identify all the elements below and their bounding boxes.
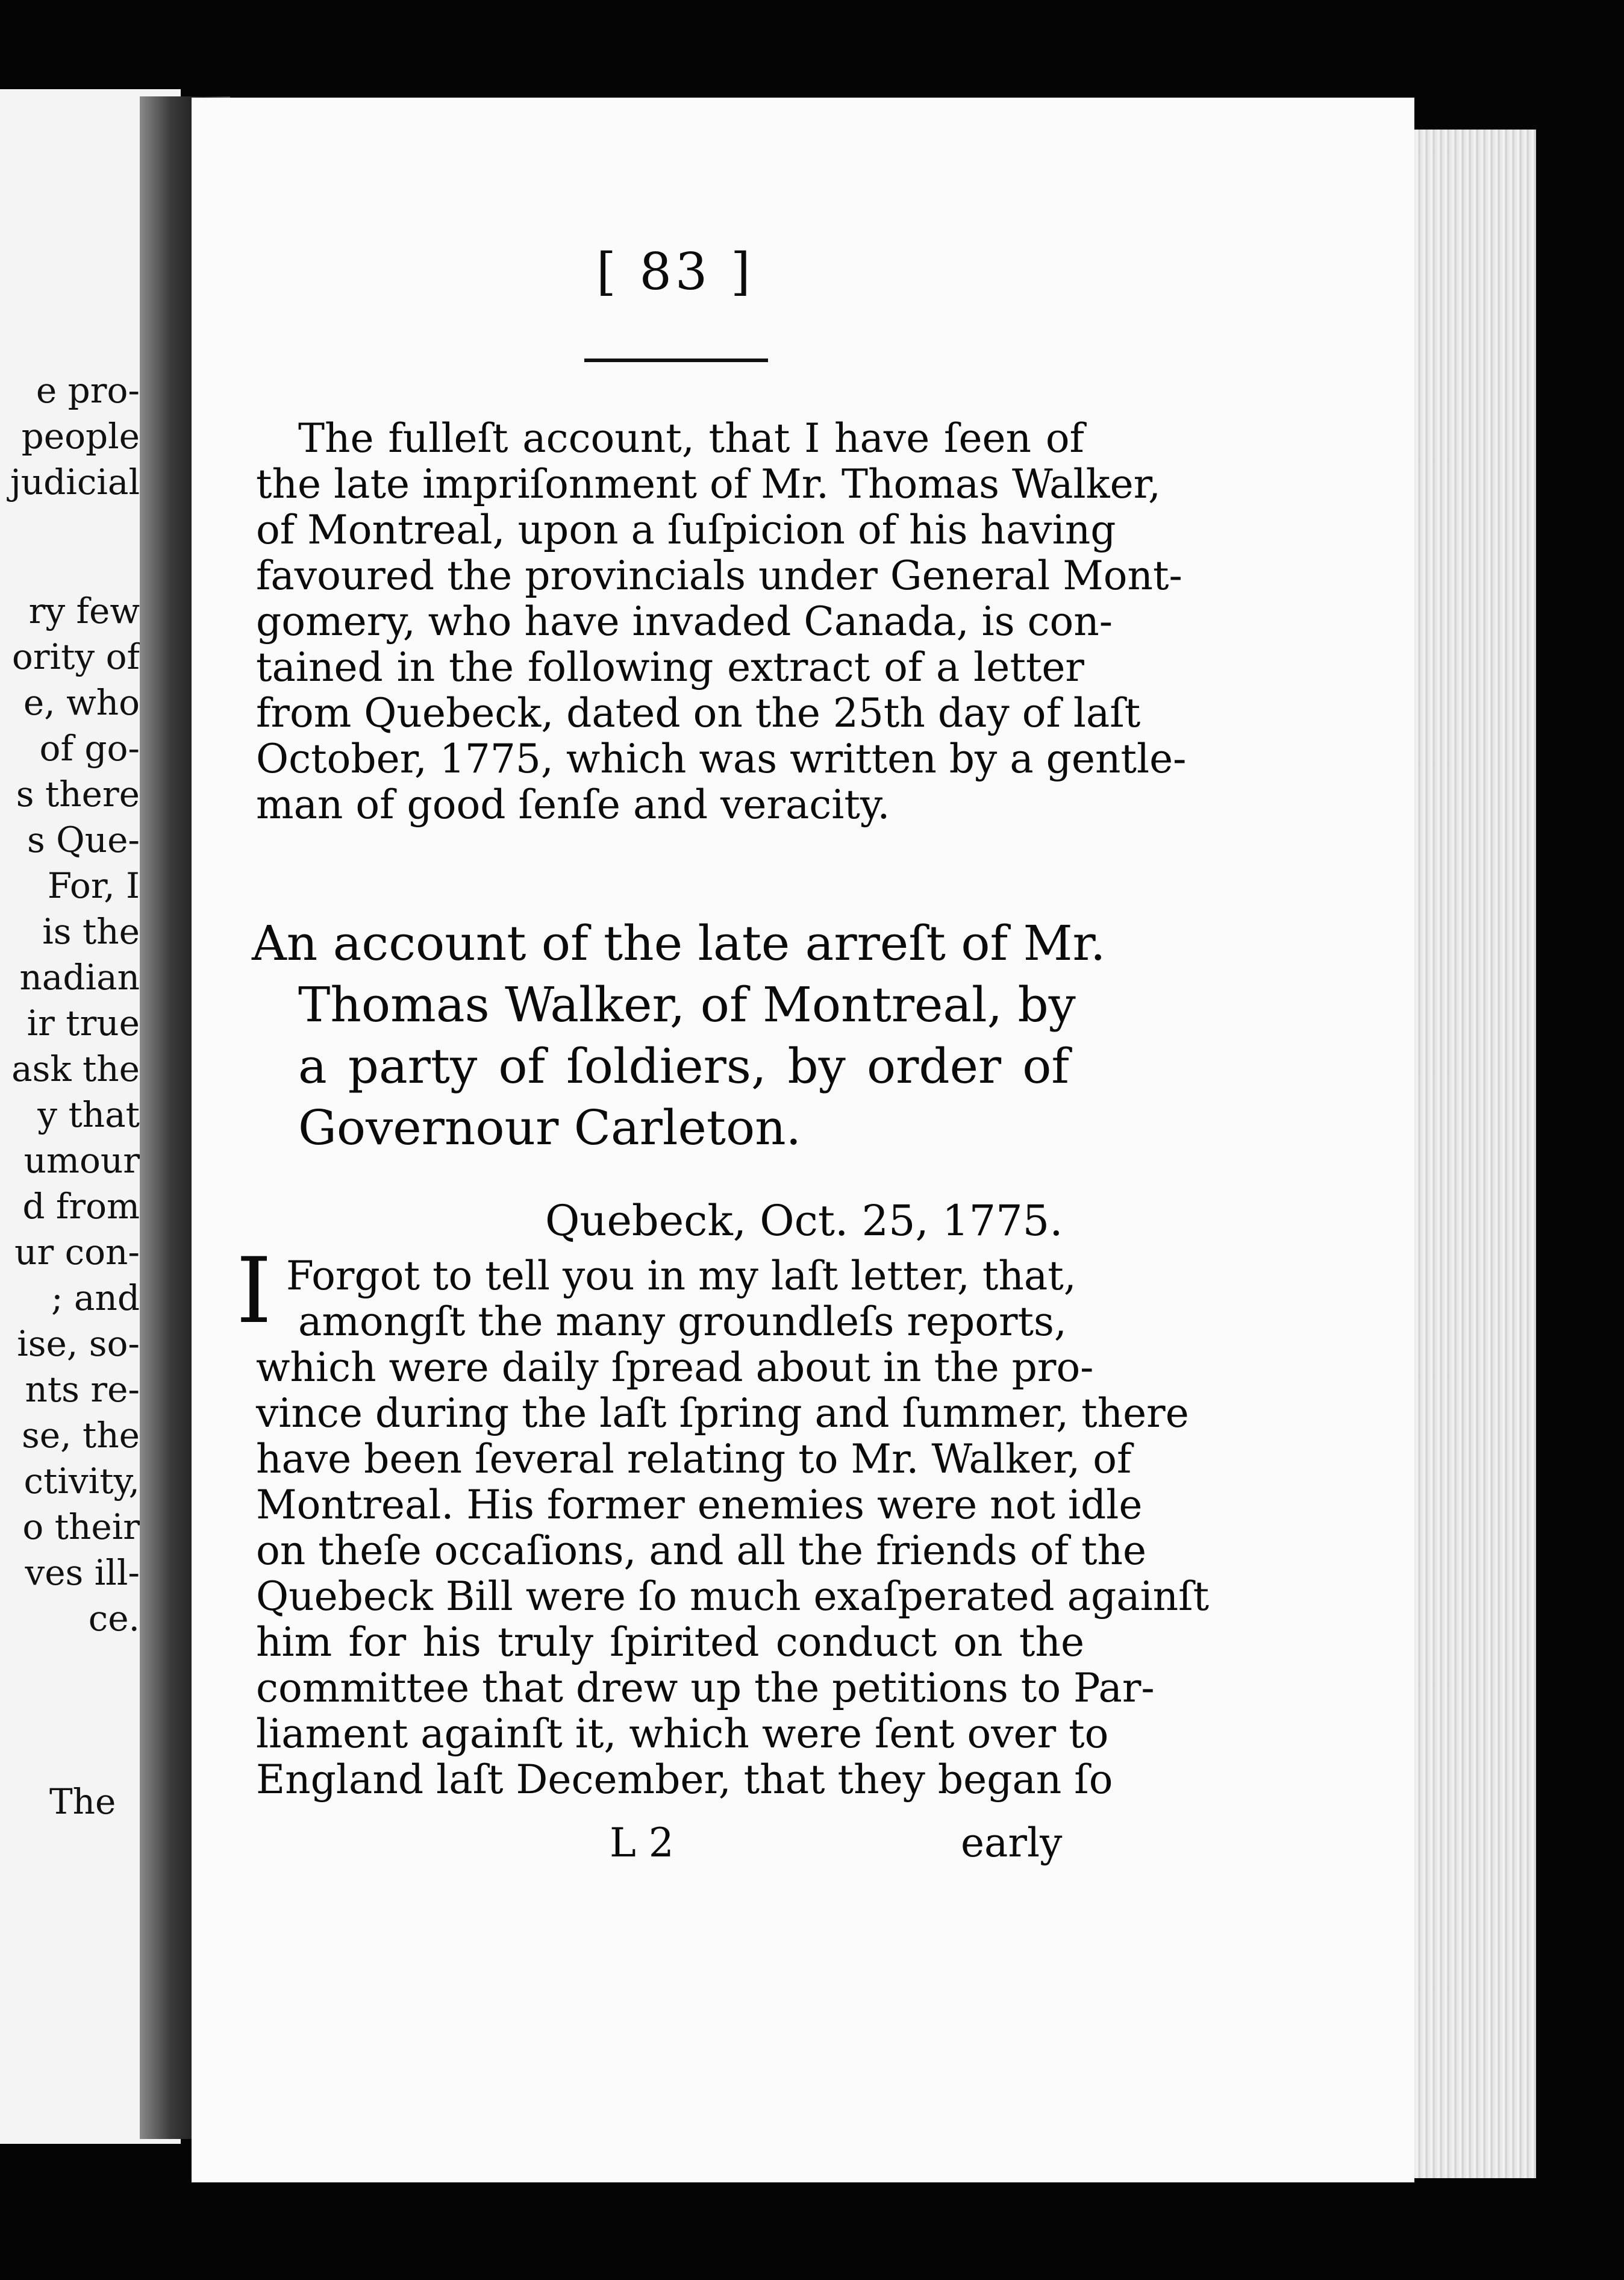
letter-line: Quebeck Bill were ſo much exaſperated againſt [256,1573,1210,1620]
left-page-fragment: ; and [51,1277,140,1318]
letter-line: which were daily ſpread about in the pro- [256,1344,1094,1391]
letter-line: Montreal. His former enemies were not idle [256,1482,1143,1528]
drop-cap: I [236,1239,272,1344]
left-page-fragment: judicial [10,462,140,503]
left-page-catchword: The [49,1781,116,1822]
left-page-fragment: y that [37,1094,140,1135]
left-page-fragment: d from [22,1186,140,1227]
letter-line: Forgot to tell you in my laſt letter, that, [286,1253,1076,1299]
letter-line: on theſe occaſions, and all the friends of the [256,1527,1147,1574]
left-page-fragment: s Que- [27,819,140,860]
letter-dateline: Quebeck, Oct. 25, 1775. [545,1196,1063,1245]
intro-line: from Quebeck, dated on the 25th day of laſt [256,690,1141,736]
left-page-fragment: nts re- [25,1369,140,1410]
left-page-fragment: ctivity, [23,1461,140,1502]
intro-line: gomery, who have invaded Canada, is con- [256,598,1113,645]
left-page-fragment: e, who [23,682,140,723]
letter-line: amongſt the many groundleſs reports, [298,1298,1067,1345]
letter-line: liament againſt it, which were ſent over to [256,1711,1109,1757]
section-heading-line: Thomas Walker, of Montreal, by [298,977,1076,1033]
left-page-fragment: ves ill- [25,1552,140,1593]
left-page-fragment: ry few [28,590,140,631]
left-page-fragment: ask the [11,1048,140,1089]
left-page-fragment: o their [22,1506,140,1547]
left-page-fragment: umour [23,1140,140,1181]
letter-line: committee that drew up the petitions to Par- [256,1665,1155,1711]
left-page-fragment: nadian [19,957,140,998]
signature-mark: L 2 [610,1820,674,1866]
intro-line: man of good ſenſe and veracity. [256,781,890,828]
left-page-fragment: s there [16,774,140,815]
intro-line: of Montreal, upon a ſuſpicion of his having [256,507,1116,553]
left-page-fragment: se, the [22,1415,140,1456]
left-page-fragment: of go- [39,728,140,769]
left-page-fragment: For, I [47,865,140,906]
letter-line: have been ſeveral relating to Mr. Walker, of [256,1436,1132,1482]
left-page-fragment: e pro- [36,370,140,411]
letter-line: England laſt December, that they began ſo [256,1756,1113,1803]
section-heading-line: An account of the late arreſt of Mr. [252,915,1106,971]
intro-line: tained in the following extract of a letter [256,644,1084,691]
page-number: [ 83 ] [596,242,754,301]
left-page-fragment: is the [42,911,140,952]
letter-line: vince during the laſt ſpring and ſummer, there [256,1390,1189,1436]
left-page-fragment: ise, so- [17,1323,140,1364]
intro-line: The fulleſt account, that I have ſeen of [298,415,1084,462]
left-page-fragment: people [21,416,140,457]
intro-line: October, 1775, which was written by a gentle- [256,736,1187,782]
section-heading-line: a party of ſoldiers, by order of [298,1038,1069,1094]
left-page-fragment: ir true [27,1003,140,1044]
intro-line: favoured the provincials under General Mont- [256,553,1182,599]
catchword: early [961,1820,1063,1866]
intro-line: the late impriſonment of Mr. Thomas Walker, [256,461,1161,507]
letter-line: him for his truly ſpirited conduct on the [256,1619,1084,1665]
left-page-fragment: ur con- [14,1232,140,1273]
left-page-fragment: ce. [88,1598,140,1639]
section-heading-line: Governour Carleton. [298,1100,802,1156]
header-rule [584,359,768,362]
left-page-fragment: ority of [11,636,140,677]
